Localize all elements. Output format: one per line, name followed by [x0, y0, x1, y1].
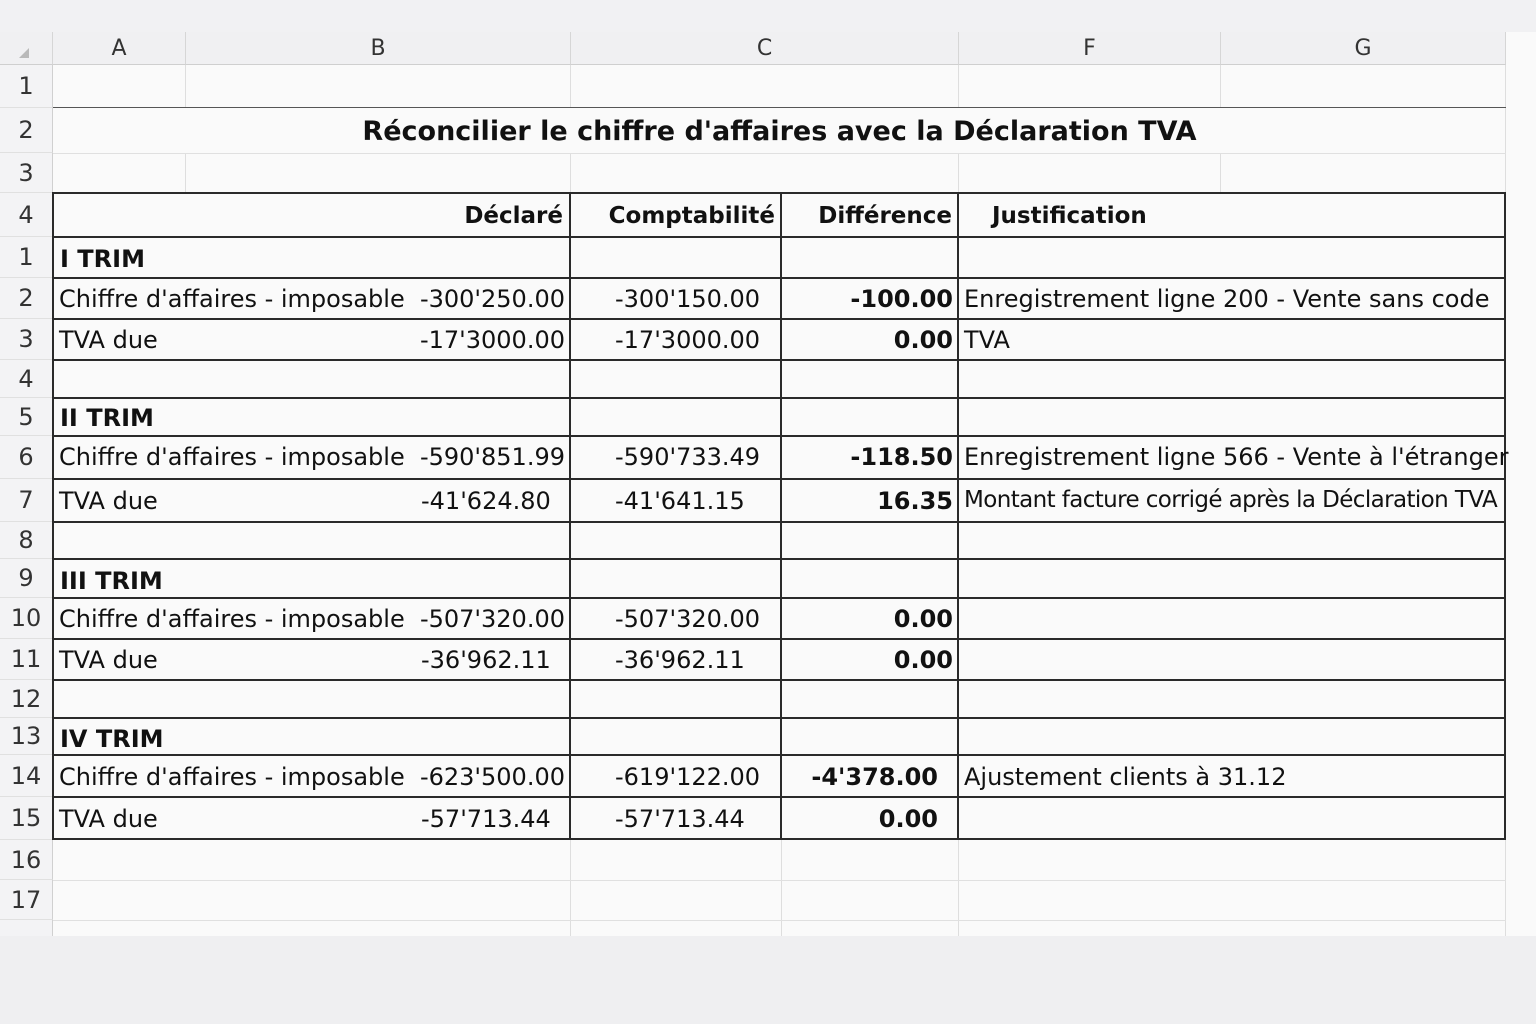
gridline — [53, 920, 1506, 921]
line-label[interactable]: TVA due — [59, 805, 158, 833]
difference-cell[interactable]: 0.00 — [893, 605, 953, 633]
row-header-partial — [0, 920, 53, 936]
gridline — [958, 153, 959, 193]
row-header[interactable]: 12 — [0, 680, 53, 718]
justification-cell[interactable]: Enregistrement ligne 566 - Vente à l'étranger — [964, 443, 1509, 471]
toolbar-strip — [0, 0, 1536, 32]
column-header-a[interactable]: A — [53, 32, 186, 65]
header-declare[interactable]: Déclaré — [464, 203, 563, 229]
row-header[interactable]: 17 — [0, 880, 53, 920]
row-header[interactable]: 9 — [0, 559, 53, 598]
gridline — [958, 840, 959, 936]
justification-cell[interactable]: Ajustement clients à 31.12 — [964, 763, 1287, 791]
justification-cell[interactable]: TVA — [964, 326, 1010, 354]
comptabilite-cell[interactable]: -507'320.00 — [615, 605, 761, 633]
row-header[interactable]: 3 — [0, 153, 53, 193]
header-comptabilite[interactable]: Comptabilité — [608, 203, 775, 229]
row-header[interactable]: 11 — [0, 639, 53, 680]
difference-cell[interactable]: -4'378.00 — [811, 763, 938, 791]
row-header[interactable]: 1 — [0, 65, 53, 108]
comptabilite-cell[interactable]: -590'733.49 — [615, 443, 761, 471]
header-difference[interactable]: Différence — [818, 203, 952, 229]
border — [1504, 192, 1506, 840]
declare-cell[interactable]: -507'320.00 — [419, 605, 565, 633]
border — [569, 192, 571, 840]
row-header[interactable]: 4 — [0, 360, 53, 398]
row-header[interactable]: 2 — [0, 278, 53, 319]
justification-cell[interactable]: Enregistrement ligne 200 - Vente sans code — [964, 285, 1490, 313]
column-header-b[interactable]: B — [186, 32, 571, 65]
border — [52, 192, 54, 840]
gridline — [958, 65, 959, 108]
border — [53, 107, 1506, 108]
quarter-label[interactable]: II TRIM — [60, 404, 154, 432]
row-header[interactable]: 8 — [0, 522, 53, 559]
row-header[interactable]: 5 — [0, 398, 53, 436]
line-label[interactable]: TVA due — [59, 326, 158, 354]
row-header[interactable]: 7 — [0, 479, 53, 522]
quarter-label[interactable]: III TRIM — [60, 567, 163, 595]
row-header[interactable]: 10 — [0, 598, 53, 639]
gridline — [1220, 65, 1221, 108]
spreadsheet-grid[interactable] — [0, 32, 1536, 936]
row-header[interactable]: 1 — [0, 237, 53, 278]
line-label[interactable]: TVA due — [59, 487, 158, 515]
gridline — [185, 65, 186, 108]
row-header[interactable]: 13 — [0, 718, 53, 755]
difference-cell[interactable]: -100.00 — [850, 285, 953, 313]
column-header-f[interactable]: F — [959, 32, 1221, 65]
row-header[interactable]: 4 — [0, 193, 53, 237]
gridline — [185, 153, 186, 193]
comptabilite-cell[interactable]: -300'150.00 — [615, 285, 761, 313]
row-header[interactable]: 3 — [0, 319, 53, 360]
difference-cell[interactable]: 0.00 — [893, 646, 953, 674]
declare-cell[interactable]: -36'962.11 — [421, 646, 551, 674]
line-label[interactable]: Chiffre d'affaires - imposable — [59, 763, 405, 791]
declare-cell[interactable]: -590'851.99 — [419, 443, 565, 471]
comptabilite-cell[interactable]: -57'713.44 — [615, 805, 745, 833]
sheet-title[interactable]: Réconcilier le chiffre d'affaires avec la Déclaration TVA — [362, 116, 1197, 147]
line-label[interactable]: Chiffre d'affaires - imposable — [59, 605, 405, 633]
gridline — [781, 840, 782, 936]
gridline — [570, 840, 571, 936]
difference-cell[interactable]: -118.50 — [850, 443, 953, 471]
gridline — [53, 153, 1506, 154]
declare-cell[interactable]: -41'624.80 — [421, 487, 551, 515]
line-label[interactable]: Chiffre d'affaires - imposable — [59, 285, 405, 313]
comptabilite-cell[interactable]: -36'962.11 — [615, 646, 745, 674]
quarter-label[interactable]: I TRIM — [60, 245, 145, 273]
header-justification[interactable]: Justification — [992, 203, 1147, 229]
column-header-c[interactable]: C — [571, 32, 959, 65]
declare-cell[interactable]: -300'250.00 — [419, 285, 565, 313]
declare-cell[interactable]: -57'713.44 — [421, 805, 551, 833]
difference-cell[interactable]: 0.00 — [878, 805, 938, 833]
declare-cell[interactable]: -623'500.00 — [419, 763, 565, 791]
line-label[interactable]: TVA due — [59, 646, 158, 674]
comptabilite-cell[interactable]: -41'641.15 — [615, 487, 745, 515]
justification-cell[interactable]: Montant facture corrigé après la Déclaration TVA — [964, 487, 1498, 513]
difference-cell[interactable]: 0.00 — [893, 326, 953, 354]
row-header[interactable]: 14 — [0, 755, 53, 797]
comptabilite-cell[interactable]: -17'3000.00 — [615, 326, 761, 354]
row-header[interactable]: 6 — [0, 436, 53, 479]
quarter-label[interactable]: IV TRIM — [60, 725, 164, 753]
gridline — [53, 880, 1506, 881]
comptabilite-cell[interactable]: -619'122.00 — [615, 763, 761, 791]
row-header[interactable]: 15 — [0, 797, 53, 840]
row-header[interactable]: 16 — [0, 840, 53, 880]
line-label[interactable]: Chiffre d'affaires - imposable — [59, 443, 405, 471]
difference-cell[interactable]: 16.35 — [877, 487, 953, 515]
gridline — [570, 153, 571, 193]
gridline — [1220, 153, 1221, 193]
select-all-icon — [19, 48, 29, 58]
column-header-g[interactable]: G — [1221, 32, 1506, 65]
declare-cell[interactable]: -17'3000.00 — [419, 326, 565, 354]
gridline — [570, 65, 571, 108]
row-header[interactable]: 2 — [0, 108, 53, 153]
border — [957, 192, 959, 840]
